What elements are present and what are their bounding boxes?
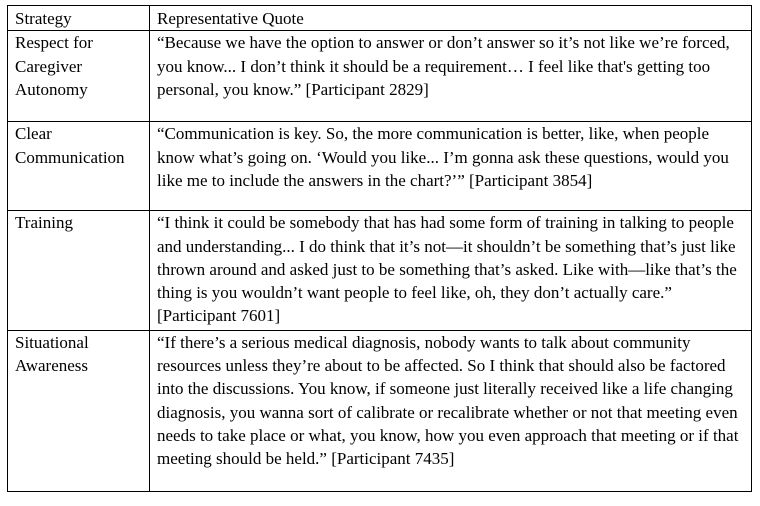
header-strategy: Strategy <box>8 6 150 31</box>
strategy-cell: Situational Awareness <box>8 330 150 491</box>
quote-cell: “I think it could be somebody that has had some form of training in talking to people and understanding... I do think that it’s not—it shouldn’t be something that’s just like thrown around and asked just to be something that’s asked. Like with—like that’s the thing is you wouldn’t want people to feel like, oh, they don’t actually care.” [Participant 7601] <box>150 211 752 330</box>
table-row <box>8 330 752 491</box>
strategy-cell: Respect for Caregiver Autonomy <box>8 31 150 122</box>
table-row <box>8 122 752 211</box>
header-representative-quote: Representative Quote <box>150 6 752 31</box>
quote-cell: “If there’s a serious medical diagnosis, nobody wants to talk about community resources unless they’re about to be affected. So I think that should also be factored into the discussions. You know, if someone just literally received like a life changing diagnosis, you wanna sort of calibrate or recalibrate whether or not that meeting even needs to take place or what, you know, how you even approach that meeting or if that meeting should be held.” [Participant 7435] <box>150 330 752 491</box>
quote-cell: “Communication is key. So, the more communication is better, like, when people know what’s going on. ‘Would you like... I’m gonna ask these questions, would you like me to include the answers in the chart?’” [Participant 3854] <box>150 122 752 211</box>
table-row <box>8 31 752 122</box>
strategy-cell: Clear Communication <box>8 122 150 211</box>
table-header-row <box>8 6 752 31</box>
quote-cell: “Because we have the option to answer or don’t answer so it’s not like we’re forced, you know... I don’t think it should be a requirement… I feel like that's getting too personal, you know.” [Participant 2829] <box>150 31 752 122</box>
strategy-cell: Training <box>8 211 150 330</box>
strategy-quote-table <box>7 5 752 492</box>
table-row <box>8 211 752 330</box>
